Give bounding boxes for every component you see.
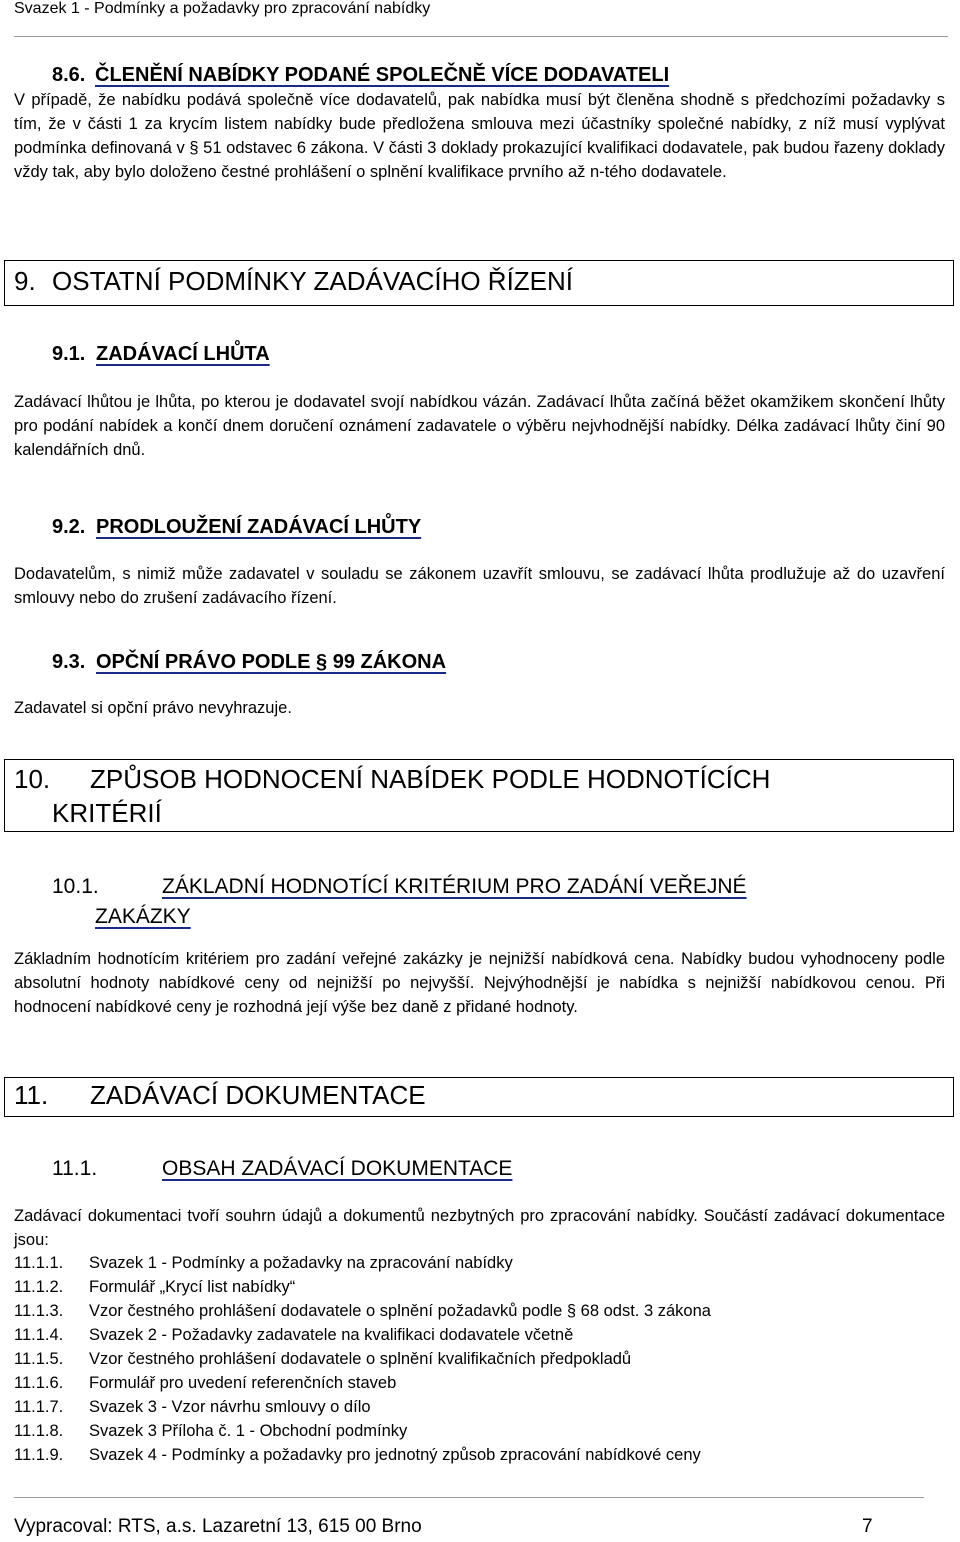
section-11-heading bbox=[14, 1080, 426, 1111]
section-title: OSTATNÍ PODMÍNKY ZADÁVACÍHO ŘÍZENÍ bbox=[52, 266, 574, 296]
section-title: PRODLOUŽENÍ ZADÁVACÍ LHŮTY bbox=[96, 516, 422, 538]
list-item bbox=[14, 1299, 711, 1323]
section-number: 9.2. bbox=[52, 516, 86, 538]
section-title-line2: ZAKÁZKY bbox=[95, 905, 191, 928]
section-8-6-heading bbox=[52, 64, 669, 87]
section-number: 10. bbox=[14, 764, 51, 794]
list-item-number: 11.1.8. bbox=[14, 1422, 64, 1440]
list-item-number: 11.1.1. bbox=[14, 1254, 64, 1272]
list-item-text: Svazek 4 - Podmínky a požadavky pro jednotný způsob zpracování nabídkové ceny bbox=[89, 1446, 701, 1464]
footer-divider bbox=[14, 1497, 924, 1498]
page-number: 7 bbox=[862, 1516, 873, 1537]
section-title: ZADÁVACÍ DOKUMENTACE bbox=[90, 1080, 426, 1110]
list-item bbox=[14, 1371, 711, 1395]
section-title: OPČNÍ PRÁVO PODLE § 99 ZÁKONA bbox=[96, 651, 447, 673]
list-item-text: Svazek 1 - Podmínky a požadavky na zpracování nabídky bbox=[89, 1254, 513, 1272]
section-11-1-heading bbox=[52, 1157, 512, 1181]
list-item-number: 11.1.5. bbox=[14, 1350, 64, 1368]
list-item-text: Vzor čestného prohlášení dodavatele o splnění kvalifikačních předpokladů bbox=[89, 1350, 632, 1368]
section-9-3-heading bbox=[52, 651, 446, 674]
section-title-line1: ZÁKLADNÍ HODNOTÍCÍ KRITÉRIUM PRO ZADÁNÍ VEŘEJNÉ bbox=[162, 875, 747, 898]
list-item-number: 11.1.4. bbox=[14, 1326, 64, 1344]
section-number: 9.3. bbox=[52, 651, 86, 673]
footer-author: Vypracoval: RTS, a.s. Lazaretní 13, 615 00 Brno bbox=[14, 1516, 422, 1537]
list-item-number: 11.1.3. bbox=[14, 1302, 64, 1320]
section-number: 9. bbox=[14, 266, 36, 296]
document-list bbox=[14, 1251, 711, 1467]
section-9-box bbox=[4, 260, 954, 306]
list-item-text: Formulář „Krycí list nabídky“ bbox=[89, 1278, 296, 1296]
list-item bbox=[14, 1419, 711, 1443]
section-number: 11. bbox=[14, 1080, 49, 1110]
section-title: ZADÁVACÍ LHŮTA bbox=[96, 343, 270, 365]
list-item-text: Svazek 3 Příloha č. 1 - Obchodní podmínky bbox=[89, 1422, 408, 1440]
section-number: 9.1. bbox=[52, 343, 86, 365]
list-item bbox=[14, 1323, 711, 1347]
list-item-number: 11.1.2. bbox=[14, 1278, 64, 1296]
section-number: 10.1. bbox=[52, 875, 99, 898]
list-item-number: 11.1.6. bbox=[14, 1374, 64, 1392]
section-9-1-text: Zadávací lhůtou je lhůta, po kterou je dodavatel svojí nabídkou vázán. Zadávací lhůta začíná běžet okamžikem skončení lhůty pro podání nabídek a končí dnem doručení oznámení zadavatele o výběru nejvhodnější nabídky. Délka zadávací lhůty činí 90 kalendářních dnů. bbox=[14, 393, 945, 459]
section-8-6-text: V případě, že nabídku podává společně více dodavatelů, pak nabídka musí být členěna shodně s předchozími požadavky s tím, že v části 1 za krycím listem nabídky bude předložena smlouva mezi účastníky společné nabídky, z níž musí vyplývat podmínka definovaná v § 51 odstavec 6 zákona. V části 3 doklady prokazující kvalifikaci dodavatele, pak budou řazeny doklady vždy tak, aby bylo doloženo čestné prohlášení o splnění kvalifikace prvního až n-tého dodavatele. bbox=[14, 91, 945, 181]
list-item-text: Vzor čestného prohlášení dodavatele o splnění požadavků podle § 68 odst. 3 zákona bbox=[89, 1302, 711, 1320]
header-divider bbox=[14, 36, 948, 37]
page-footer bbox=[14, 1516, 873, 1538]
section-9-3-text: Zadavatel si opční právo nevyhrazuje. bbox=[14, 699, 292, 717]
list-item bbox=[14, 1251, 711, 1275]
section-10-1-text: Základním hodnotícím kritériem pro zadání veřejné zakázky je nejnižší nabídková cena. Nabídky budou vyhodnoceny podle absolutní hodnoty nabídkové ceny od nejnižší po nejvyšší. Nejvýhodnější je nabídka s nejnižší nabídkovou cenou. Při hodnocení nabídkové ceny je rozhodná její výše bez daně z přidané hodnoty. bbox=[14, 950, 945, 1016]
section-number: 8.6. bbox=[52, 64, 86, 86]
section-10-heading bbox=[14, 762, 770, 830]
section-11-1-text: Zadávací dokumentaci tvoří souhrn údajů a dokumentů nezbytných pro zpracování nabídky. Součástí zadávací dokumentace jsou: bbox=[14, 1207, 945, 1249]
list-item-number: 11.1.7. bbox=[14, 1398, 64, 1416]
list-item-text: Svazek 3 - Vzor návrhu smlouvy o dílo bbox=[89, 1398, 371, 1416]
page-header: Svazek 1 - Podmínky a požadavky pro zpracování nabídky bbox=[14, 0, 431, 17]
list-item bbox=[14, 1275, 711, 1299]
section-title: ČLENĚNÍ NABÍDKY PODANÉ SPOLEČNĚ VÍCE DODAVATELI bbox=[95, 64, 670, 86]
list-item-text: Svazek 2 - Požadavky zadavatele na kvalifikaci dodavatele včetně bbox=[89, 1326, 574, 1344]
list-item bbox=[14, 1347, 711, 1371]
section-number: 11.1. bbox=[52, 1157, 98, 1180]
section-10-1-heading bbox=[52, 872, 747, 932]
section-title-line1: ZPŮSOB HODNOCENÍ NABÍDEK PODLE HODNOTÍCÍCH bbox=[90, 764, 771, 794]
section-title: OBSAH ZADÁVACÍ DOKUMENTACE bbox=[162, 1157, 513, 1180]
section-title-line2: KRITÉRIÍ bbox=[52, 798, 162, 828]
section-9-1-heading bbox=[52, 343, 270, 366]
section-9-2-heading bbox=[52, 516, 421, 539]
section-9-2-text: Dodavatelům, s nimiž může zadavatel v souladu se zákonem uzavřít smlouvu, se zadávací lhůta prodlužuje až do uzavření smlouvy nebo do zrušení zadávacího řízení. bbox=[14, 565, 945, 607]
list-item-text: Formulář pro uvedení referenčních staveb bbox=[89, 1374, 397, 1392]
list-item bbox=[14, 1443, 711, 1467]
list-item-number: 11.1.9. bbox=[14, 1446, 64, 1464]
list-item bbox=[14, 1395, 711, 1419]
